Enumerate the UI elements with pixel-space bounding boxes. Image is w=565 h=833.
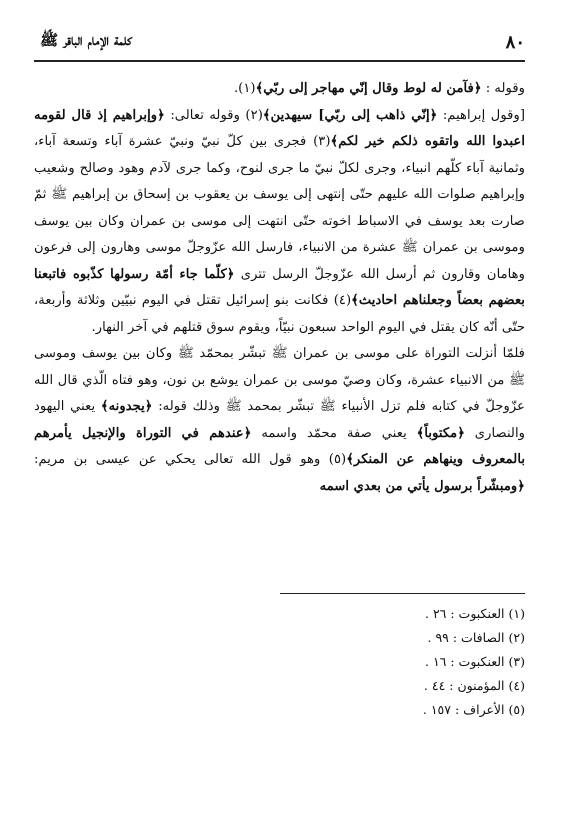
text-run: (٢) وقوله تعالى:: [164, 107, 263, 123]
text-run: [وقول إبراهيم:: [437, 107, 525, 123]
page-number: ٨٠: [505, 31, 525, 53]
quran-quote: ﴿فآمن له لوط وقال إنّي مهاجر إلى ربّي﴾: [255, 81, 482, 96]
footnote-divider: [280, 593, 525, 594]
footnotes-list: [225, 602, 525, 722]
footnote: (٤) المؤمنون : ٤٤ .: [423, 678, 525, 693]
text-run: يعني صفة محمّد واسمه: [251, 425, 417, 441]
quran-quote: ﴿عندهم في التوراة والإنجيل يأمرهم بالمعروف وينهاهم عن المنكر﴾: [34, 425, 526, 467]
quran-quote: ﴿يجدونه﴾: [100, 399, 153, 414]
quran-quote: ﴿إنّي ذاهب إلى ربّي] سيهدين﴾: [262, 107, 438, 123]
text-run: (١).: [233, 81, 256, 96]
footnote: (٥) الأعراف : ١٥٧ .: [422, 702, 525, 717]
quran-quote: ﴿مكتوباً﴾: [416, 425, 465, 441]
running-title: كلمة الإمام الباقر ﷺ: [40, 31, 132, 49]
text-run: (٣) فجرى بين كلّ نبيّ ونبيّ عشرة آباء وتسعة آباء، وثمانية آباء كلّهم انبياء، وجرى لكلّ نبيّ ما جرى لنوح، وكما جرى لآدم وهود وصالح وشعيب وإبراهيم صلوات الله عليهم حتّى إنتهى إلى يوسف بن يعقوب بن إسحاق بن إبراهيم ﷺ ثمّ صارت بعد يوسف في الاسباط اخوته حتّى انتهت إلى موسى بن عمران وكان بين يوسف وموسى بن عمران ﷺ عشرة من الانبياء، فارسل الله عزّوجلّ موسى وهارون إلى فرعون وهامان وقارون ثم أرسل الله عزّوجلّ الرسل تترى: [34, 134, 525, 282]
footnote: (٣) العنكبوت : ١٦ .: [425, 654, 525, 669]
header-divider: [34, 60, 525, 62]
quran-quote: ﴿ومبشّراً برسول يأتي من بعدي اسمه: [319, 478, 525, 494]
text-run: يعني اليهود والنصارى: [34, 399, 525, 441]
paragraph: [34, 76, 525, 103]
paragraph: [34, 103, 525, 342]
text-run: فلمّا أنزلت التوراة على موسى بن عمران ﷺ تبشّر بمحمّد ﷺ وكان بين يوسف وموسى ﷺ من الانبياء عشرة، وكان وصيّ موسى بن عمران يوشع بن نون، وهو فتاه الّذي قال الله عزّوجلّ في كتابه فلم تزل الأنبياء ﷺ تبشّر بمحمد ﷺ وذلك قوله:: [34, 346, 525, 414]
footnote: (١) العنكبوت : ٢٦ .: [425, 606, 525, 621]
paragraph: [34, 341, 525, 500]
quran-quote: ﴿كلّما جاء أمّة رسولها كذّبوه فاتبعنا بعضهم بعضاً وجعلناهم احاديث﴾: [34, 266, 525, 308]
footnote: (٢) الصافات : ٩٩ .: [427, 630, 525, 645]
main-text: [34, 76, 525, 500]
text-run: وقوله :: [481, 81, 525, 96]
quran-quote: ﴿وإبراهيم إذ قال لقومه اعبدوا الله واتقوه ذلكم خير لكم﴾: [34, 107, 525, 149]
text-run: (٥) وهو قول الله تعالى يحكي عن عيسى بن مريم:: [34, 452, 347, 467]
page-header: [40, 26, 525, 58]
text-run: (٤) فكانت بنو إسرائيل تقتل في اليوم نبيّين وثلاثة وأربعة، حتّى أنّه كان يقتل في اليوم الواحد سبعون نبيّاً، ويقوم سوق قتلهم في آخر النهار.: [34, 293, 525, 335]
